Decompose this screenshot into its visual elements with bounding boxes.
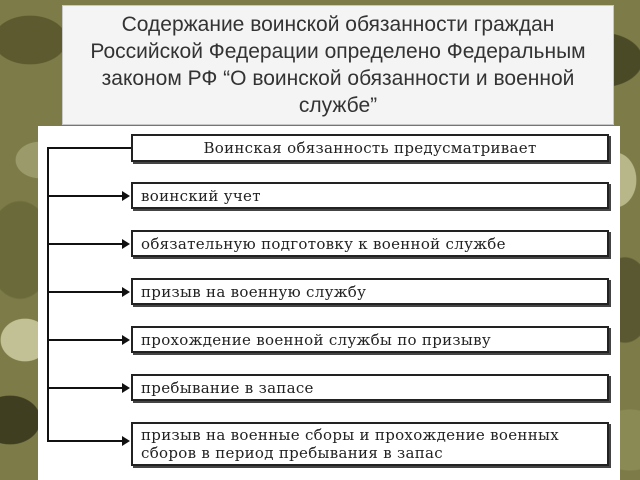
- arrow-item-1: [122, 191, 130, 201]
- diagram-item-box: прохождение военной службы по призыву: [131, 326, 609, 353]
- arrow-item-3: [122, 287, 130, 297]
- connector-header: [47, 147, 131, 149]
- slide-title: Содержание воинской обязанности граждан Российской Федерации определено Федеральным законом РФ “О воинской обязанности и военной службе”: [90, 13, 586, 117]
- connector-trunk: [47, 147, 49, 441]
- connector-item-2: [47, 243, 123, 245]
- title-panel: [62, 5, 614, 125]
- arrow-item-4: [122, 335, 130, 345]
- connector-item-3: [47, 291, 123, 293]
- connector-item-5: [47, 387, 123, 389]
- diagram-item-box: призыв на военные сборы и прохождение военных сборов в период пребывания в запас: [131, 422, 609, 466]
- diagram-item-box: призыв на военную службу: [131, 278, 609, 305]
- diagram-item-box: воинский учет: [131, 182, 609, 209]
- connector-item-4: [47, 339, 123, 341]
- connector-item-6: [47, 440, 123, 442]
- arrow-item-5: [122, 383, 130, 393]
- arrow-item-2: [122, 239, 130, 249]
- connector-item-1: [47, 195, 123, 197]
- diagram-item-box: пребывание в запасе: [131, 374, 609, 401]
- diagram-header-box: Воинская обязанность предусматривает: [131, 134, 609, 162]
- diagram-item-box: обязательную подготовку к военной службе: [131, 230, 609, 257]
- arrow-item-6: [122, 436, 130, 446]
